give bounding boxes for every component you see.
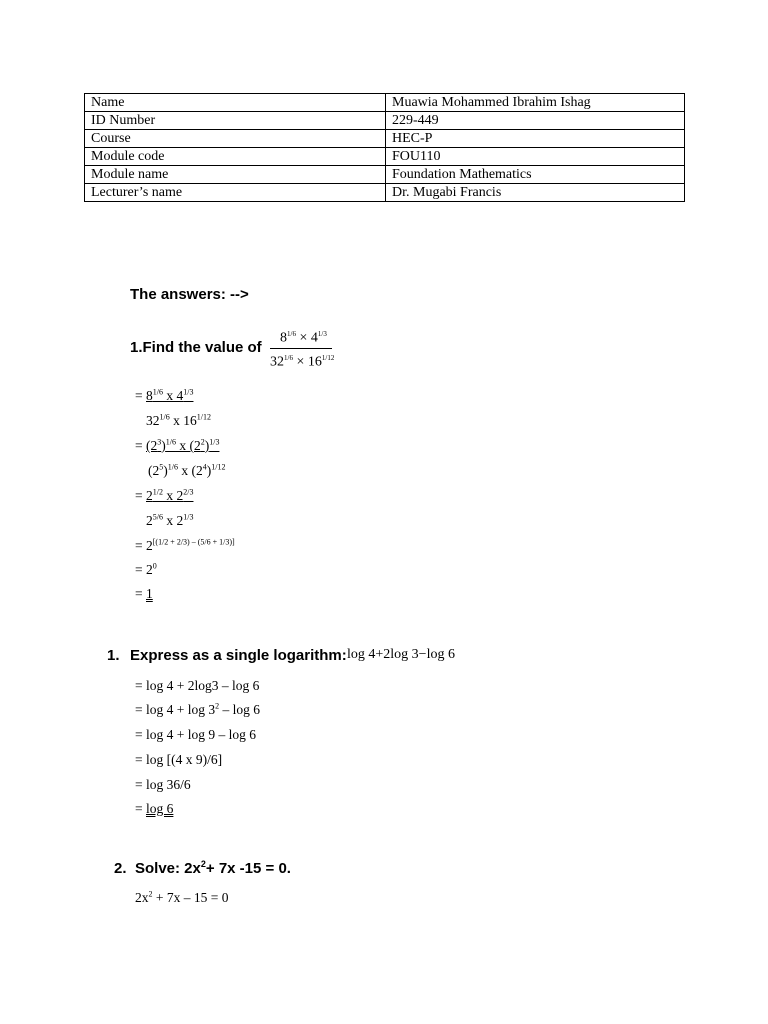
info-value: Foundation Mathematics	[386, 166, 685, 184]
q1-step: $2^{5/6}$ x $2^{1/3}$	[146, 512, 194, 528]
info-row	[85, 166, 685, 184]
q1-step: = $2^0$	[135, 561, 157, 577]
q1-step: = $2^{1/2}$ x $2^{2/3}$	[135, 487, 194, 503]
info-label: Module code	[85, 148, 386, 166]
q2-number: 1.	[107, 647, 120, 664]
info-value: Muawia Mohammed Ibrahim Ishag	[386, 94, 685, 112]
q1-step: = 2[(1/2 + 2/3) – (5/6 + 1/3)]	[135, 537, 235, 553]
info-row	[85, 148, 685, 166]
q2-step: = log 4 + log 9 – log 6	[135, 727, 256, 742]
info-value: FOU110	[386, 148, 685, 166]
info-label: Module name	[85, 166, 386, 184]
q1-fraction-bar	[270, 348, 332, 349]
q1-den-exp-a: 1/6	[284, 354, 293, 362]
q1-den-exp-b: 1/12	[321, 354, 335, 362]
q1-num-base-a: 8	[280, 330, 287, 346]
q1-num-exp-a: 1/6	[287, 330, 296, 338]
q1-prompt: 1.Find the value of	[130, 339, 262, 356]
q1-num-times: ×	[299, 330, 308, 346]
info-label: Course	[85, 130, 386, 148]
q1-fraction	[270, 318, 335, 378]
info-value: Dr. Mugabi Francis	[386, 184, 685, 202]
info-label: ID Number	[85, 112, 386, 130]
q3-number: 2.	[114, 860, 127, 877]
q1-step: = $8^{1/6}$ x $4^{1/3}$	[135, 387, 194, 403]
info-value: 229-449	[386, 112, 685, 130]
q3-prompt: Solve: $2x^2+ 7x$ -15 = 0.	[135, 859, 291, 877]
info-row	[85, 130, 685, 148]
answers-heading: The answers: -->	[130, 286, 249, 303]
info-row	[85, 94, 685, 112]
q1-step: $32^{1/6}$ x $16^{1/12}$	[146, 412, 211, 428]
q2-step: = log 4 + 2log3 – log 6	[135, 678, 260, 693]
q1-den-base-b: 16	[307, 354, 322, 370]
q1-den-base-a: 32	[270, 354, 284, 370]
q1-den-times: ×	[296, 354, 305, 370]
q1-num-exp-b: 1/3	[317, 330, 327, 338]
student-info-table	[84, 93, 685, 202]
q2-step: = log [(4 x 9)/6]	[135, 752, 223, 767]
info-row	[85, 184, 685, 202]
info-value: HEC-P	[386, 130, 685, 148]
q2-step: = log 6	[135, 801, 174, 816]
q2-prompt: Express as a single logarithm:	[130, 647, 347, 664]
q3-step: $2x^2 + 7x - 15 = 0$	[135, 889, 229, 905]
info-label: Name	[85, 94, 386, 112]
q2-expression: log 4+2log 3−log 6	[347, 647, 455, 662]
q1-step: = $(2^3)^{1/6}$ x $(2^2)^{1/3}$	[135, 437, 220, 453]
q2-step: = $\log 4 + \log 3^2 - \log 6$	[135, 701, 260, 717]
q1-num-base-b: 4	[310, 330, 318, 346]
q1-step: = 1	[135, 586, 153, 601]
q2-step: = log 36/6	[135, 777, 191, 792]
info-label: Lecturer’s name	[85, 184, 386, 202]
info-row	[85, 112, 685, 130]
q1-step: $(2^5)^{1/6}$ x $(2^4)^{1/12}$	[148, 462, 226, 478]
